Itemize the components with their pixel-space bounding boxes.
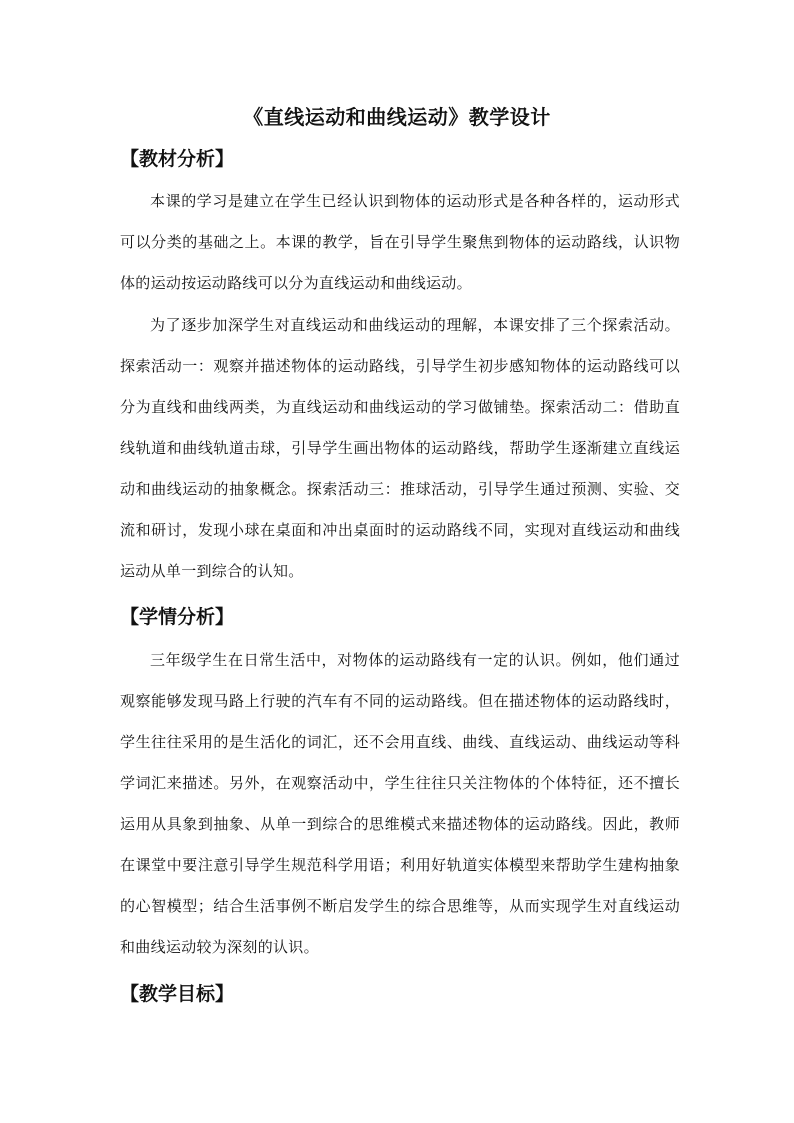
document-title: 《直线运动和曲线运动》教学设计 <box>243 105 551 129</box>
section-heading-learner-analysis: 【学情分析】 <box>120 606 235 628</box>
section-heading-textbook-analysis: 【教材分析】 <box>120 148 235 170</box>
paragraph-learner-analysis-1: 三年级学生在日常生活中，对物体的运动路线有一定的认识。例如，他们通过观察能够发现马路上行驶的汽车有不同的运动路线。但在描述物体的运动路线时，学生往往采用的是生活化的词汇，还不会用直线、曲线、直线运动、曲线运动等科学词汇来描述。另外，在观察活动中，学生往往只关注物体的个体特征，还不擅长运用从具象到抽象、从单一到综合的思维模式来描述物体的运动路线。因此，教师在课堂中要注意引导学生规范科学用语；利用好轨道实体模型来帮助学生建构抽象的心智模型；结合生活事例不断启发学生的综合思维等，从而实现学生对直线运动和曲线运动较为深刻的认识。 <box>120 651 680 956</box>
paragraph-textbook-analysis-1: 本课的学习是建立在学生已经认识到物体的运动形式是各种各样的，运动形式可以分类的基础之上。本课的教学，旨在引导学生聚焦到物体的运动路线，认识物体的运动按运动路线可以分为直线运动和曲线运动。 <box>120 192 680 292</box>
paragraph-textbook-analysis-2: 为了逐步加深学生对直线运动和曲线运动的理解，本课安排了三个探索活动。探索活动一：观察并描述物体的运动路线，引导学生初步感知物体的运动路线可以分为直线和曲线两类，为直线运动和曲线运动的学习做铺垫。探索活动二：借助直线轨道和曲线轨道击球，引导学生画出物体的运动路线，帮助学生逐渐建立直线运动和曲线运动的抽象概念。探索活动三：推球活动，引导学生通过预测、实验、交流和研讨，发现小球在桌面和冲出桌面时的运动路线不同，实现对直线运动和曲线运动从单一到综合的认知。 <box>120 316 680 580</box>
section-heading-teaching-objectives: 【教学目标】 <box>120 983 235 1005</box>
